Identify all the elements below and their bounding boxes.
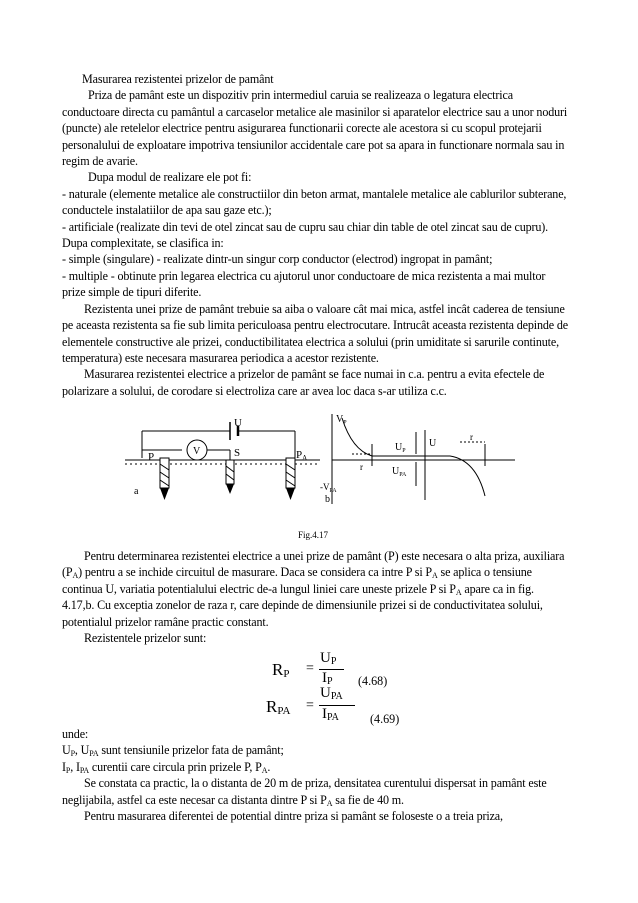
label-minus-vpa: $-V_{PA}$ — [320, 482, 337, 494]
paragraph: Rezistentele prizelor sunt: — [84, 631, 207, 646]
paragraph: Pentru masurarea diferentei de potential dintre priza si pamânt se foloseste o a treia priza, — [84, 809, 503, 824]
label-r-left: r — [360, 462, 363, 472]
formula-lhs: $R_P$ — [272, 660, 290, 680]
label-up: $U_P$ — [395, 442, 406, 454]
electrode-pa — [286, 458, 295, 500]
definition-line: $U_P$, $U_{PA}$ sunt tensiunile prizelor fata de pamânt; — [62, 743, 284, 759]
label-u-graph: U — [429, 438, 437, 449]
label-p: P — [148, 451, 155, 463]
figure-4-17 — [120, 408, 520, 546]
text-block-bottom — [62, 726, 568, 824]
label-upa: $U_{PA}$ — [392, 466, 407, 478]
formula-denominator: $I_P$ — [322, 670, 333, 687]
figure-caption: Fig.4.17 — [298, 530, 329, 540]
label-a: a — [134, 486, 139, 497]
electrode-p — [160, 458, 169, 500]
formula-4-68 — [272, 650, 352, 690]
equation-number: (4.68) — [358, 674, 388, 688]
paragraph: Dupa complexitate, se clasifica in: — [62, 236, 224, 251]
formula-equals: = — [306, 661, 314, 676]
formula-lhs: $R_{PA}$ — [266, 697, 291, 717]
list-item: - artificiale (realizate din tevi de otel zincat sau de cupru sau chiar din table de otel zincat sau de cupru). — [62, 219, 549, 234]
electrode-s — [226, 460, 234, 494]
paragraph: Se constata ca practic, la o distanta de 20 m de priza, densitatea curentului dispersat in pamânt este neglijabila, astfel ca este necesar ca distanta dintre P si $P_A$ sa fie de 40 m. — [62, 776, 547, 808]
label-voltmeter: V — [193, 446, 201, 457]
list-item: - naturale (elemente metalice ale constructiilor din beton armat, mantalele metalice ale cablurilor subterane, conductele instalatiilor de apa sau gaze etc.); — [62, 186, 567, 218]
paragraph: Priza de pamânt este un dispozitiv prin intermediul caruia se realizeaza o legatura electrica conductoare directa cu pamântul a carcaselor metalice ale masinilor si aparatelor electrice sau a unor noduri (puncte) ale retelelor electrice pentru asigurarea functionarii corecte ale acestora si cu scopul protejarii personalului de exploatare impotriva tensiunilor accidentale care pot sa apara in functionare normala sau in regim de avarie. — [62, 88, 568, 169]
paragraph: Rezistenta unei prize de pamânt trebuie sa aiba o valoare cât mai mica, astfel incât caderea de tensiune pe aceasta rezistenta sa fie sub limita periculoasa pentru electrocutare. Intrucât aceasta rezistenta depinde de elementele constructive ale prizei, conductibilitatea electrica a solului (prin umiditate si sarurile continute, temperatura) este necesara masurarea periodica a acestor rezistente. — [62, 301, 568, 365]
label-u: U — [234, 417, 242, 429]
formula-4-69 — [266, 685, 366, 725]
paragraph: Pentru determinarea rezistentei electrice a unei prize de pamânt (P) este necesara o alta priza, auxiliara $(P_A)$ pentru a se inchide circuitul de masurare. Daca se considera ca intre P si $P_A$ se aplica o tensiune continua U, variatia potentialului electric de-a lungul liniei care uneste prizele P si $P_A$ apare ca in fig. 4.17,b. Cu exceptia zonelor de raza r, care depinde de dimensiunile prizei si de conductivitatea solului, potentialul prizelor ramâne practic constant. — [62, 549, 565, 629]
paragraph: unde: — [62, 727, 89, 741]
formula-equals: = — [306, 698, 314, 713]
list-item: - multiple - obtinute prin legarea electrica cu ajutorul unor conductoare de mica rezistenta a mai multor prize simple de tipuri diferite. — [62, 268, 546, 300]
formula-numerator: $U_P$ — [320, 650, 337, 667]
list-item: - simple (singulare) - realizate dintr-un singur corp conductor (electrod) ingropat in pamânt; — [62, 252, 493, 267]
formula-numerator: $U_{PA}$ — [320, 685, 343, 702]
definition-line: $I_P$, $I_{PA}$ curentii care circula prin prizele P, $P_A$. — [62, 759, 271, 775]
label-b: b — [325, 494, 330, 505]
text-block-middle — [62, 548, 568, 646]
label-vp: $V_P$ — [336, 414, 347, 426]
label-r-right: r — [470, 432, 473, 442]
text-block-top — [62, 71, 568, 399]
section-title: Masurarea rezistentei prizelor de pamânt — [82, 72, 274, 86]
equation-number: (4.69) — [370, 712, 400, 726]
label-s: S — [234, 447, 241, 459]
formula-denominator: $I_{PA}$ — [322, 706, 339, 723]
paragraph: Dupa modul de realizare ele pot fi: — [88, 170, 252, 185]
label-pa: PA — [296, 449, 308, 462]
paragraph: Masurarea rezistentei electrice a prizelor de pamânt se face numai in c.a. pentru a evita efectele de polarizare a solului, de corodare si electroliza care ar avea loc daca s-ar utiliza c.c. — [62, 367, 545, 398]
